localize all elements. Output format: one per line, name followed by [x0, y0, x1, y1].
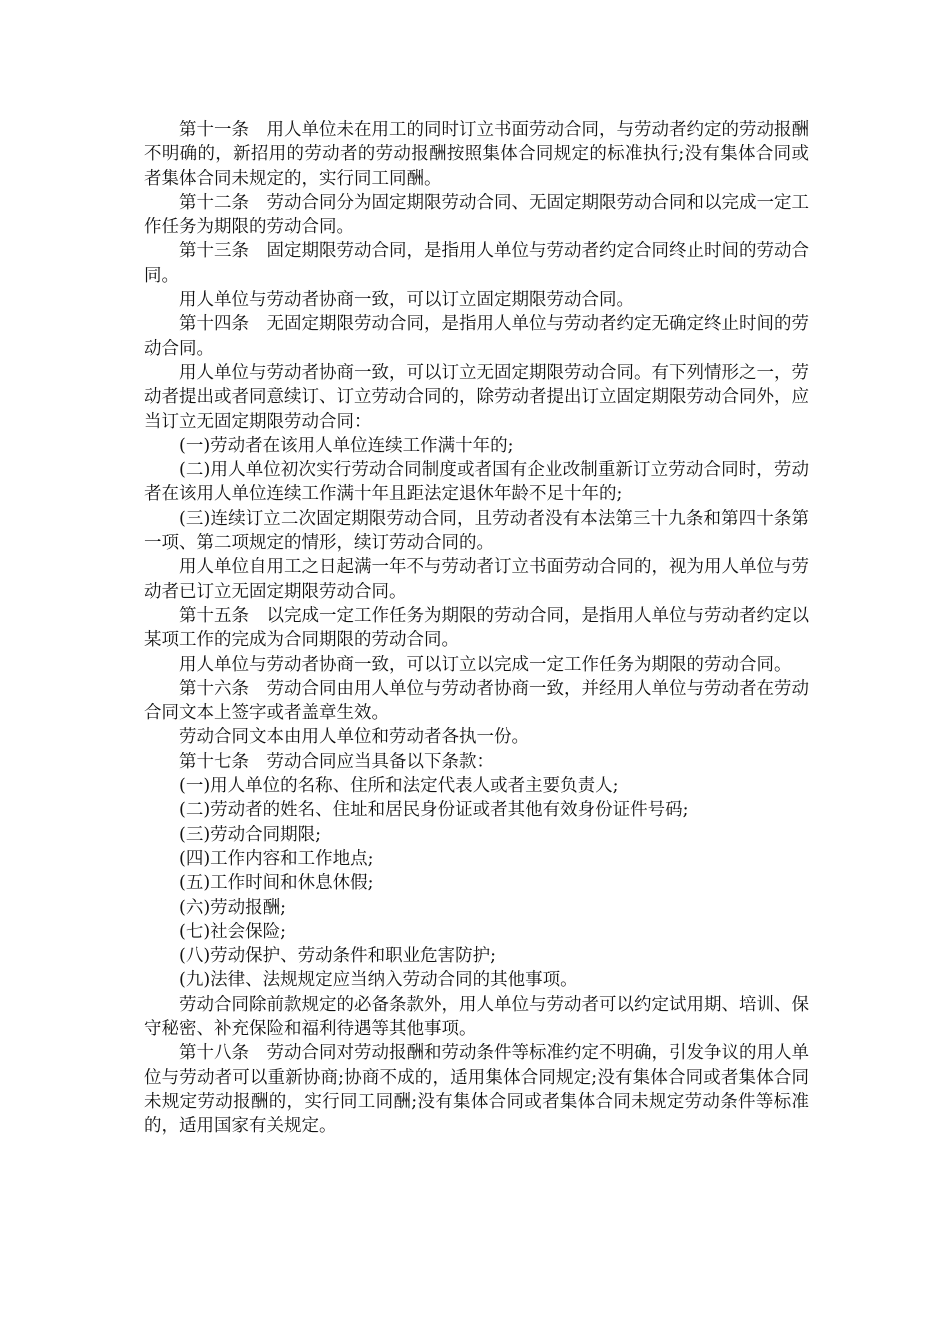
article-15-clause-2: 用人单位与劳动者协商一致，可以订立以完成一定工作任务为期限的劳动合同。: [179, 654, 792, 675]
article-17-item-7: (七)社会保险;: [179, 921, 287, 942]
article-17-paragraph: 第十七条 劳动合同应当具备以下条款：: [179, 751, 494, 772]
article-15-paragraph: 第十五条 以完成一定工作任务为期限的劳动合同，是指用人单位与劳动者约定以某项工作的完成为合同期限的劳动合同。: [144, 605, 809, 651]
article-17-item-6: (六)劳动报酬;: [179, 897, 287, 918]
article-18-paragraph: 第十八条 劳动合同对劳动报酬和劳动条件等标准约定不明确，引发争议的用人单位与劳动者可以重新协商;协商不成的，适用集体合同规定;没有集体合同或者集体合同未规定劳动报酬的，实行同工同酬;没有集体合同或者集体合同未规定劳动条件等标准的，适用国家有关规定。: [144, 1043, 809, 1137]
article-14-clause-3: 用人单位自用工之日起满一年不与劳动者订立书面劳动合同的，视为用人单位与劳动者已订立无固定期限劳动合同。: [144, 557, 809, 602]
article-16-clause-2: 劳动合同文本由用人单位和劳动者各执一份。: [179, 727, 529, 748]
article-16-paragraph: 第十六条 劳动合同由用人单位与劳动者协商一致，并经用人单位与劳动者在劳动合同文本上签字或者盖章生效。: [144, 678, 809, 724]
article-14-item-2: (二)用人单位初次实行劳动合同制度或者国有企业改制重新订立劳动合同时，劳动者在该用人单位连续工作满十年且距法定退休年龄不足十年的;: [144, 460, 809, 505]
article-14-item-3: (三)连续订立二次固定期限劳动合同，且劳动者没有本法第三十九条和第四十条第一项、第二项规定的情形，续订劳动合同的。: [144, 508, 809, 554]
article-14-paragraph: 第十四条 无固定期限劳动合同，是指用人单位与劳动者约定无确定终止时间的劳动合同。: [144, 314, 809, 359]
article-11-paragraph: 第十一条 用人单位未在用工的同时订立书面劳动合同，与劳动者约定的劳动报酬不明确的，新招用的劳动者的劳动报酬按照集体合同规定的标准执行;没有集体合同或者集体合同未规定的，实行同工同酬。: [144, 120, 809, 189]
article-17-item-8: (八)劳动保护、劳动条件和职业危害防护;: [179, 946, 497, 967]
article-17-clause-2: 劳动合同除前款规定的必备条款外，用人单位与劳动者可以约定试用期、培训、保守秘密、补充保险和福利待遇等其他事项。: [144, 994, 809, 1039]
article-17-item-3: (三)劳动合同期限;: [179, 824, 322, 845]
article-14-clause-2: 用人单位与劳动者协商一致，可以订立无固定期限劳动合同。有下列情形之一，劳动者提出或者同意续订、订立劳动合同的，除劳动者提出订立固定期限劳动合同外，应当订立无固定期限劳动合同：: [144, 362, 809, 432]
article-17-item-9: (九)法律、法规规定应当纳入劳动合同的其他事项。: [179, 970, 578, 991]
article-17-item-1: (一)用人单位的名称、住所和法定代表人或者主要负责人;: [179, 776, 619, 797]
article-13-paragraph: 第十三条 固定期限劳动合同，是指用人单位与劳动者约定合同终止时间的劳动合同。: [144, 241, 809, 286]
article-14-item-1: (一)劳动者在该用人单位连续工作满十年的;: [179, 435, 514, 456]
article-13-clause-2: 用人单位与劳动者协商一致，可以订立固定期限劳动合同。: [179, 290, 634, 311]
document-body: [144, 118, 809, 1138]
article-17-item-4: (四)工作内容和工作地点;: [179, 848, 374, 869]
article-12-paragraph: 第十二条 劳动合同分为固定期限劳动合同、无固定期限劳动合同和以完成一定工作任务为期限的劳动合同。: [144, 192, 809, 238]
article-17-item-2: (二)劳动者的姓名、住址和居民身份证或者其他有效身份证件号码;: [179, 800, 689, 821]
article-17-item-5: (五)工作时间和休息休假;: [179, 873, 374, 894]
